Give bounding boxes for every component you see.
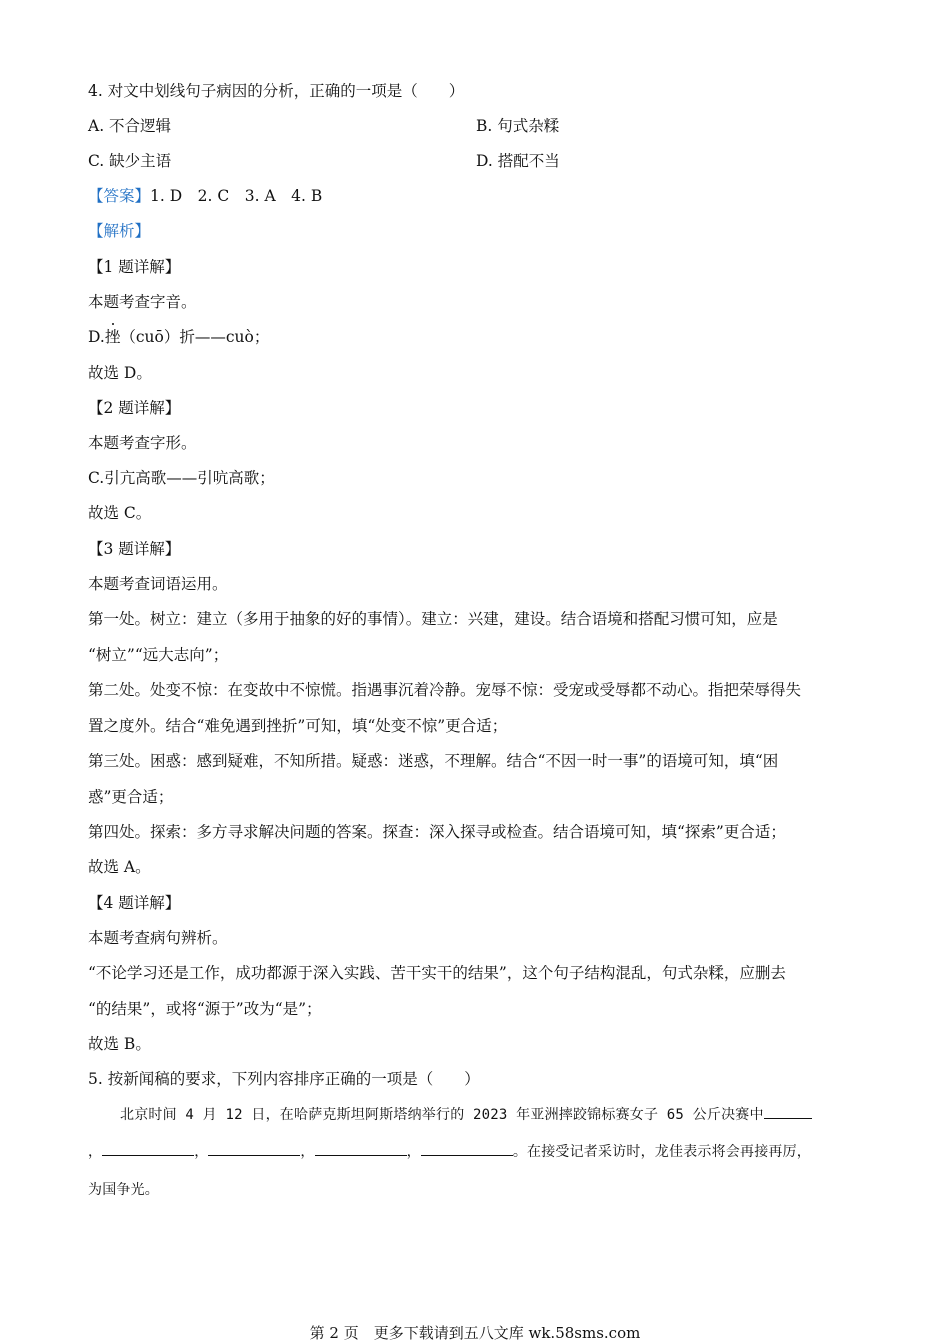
option-c: C. 缺少主语 xyxy=(88,152,172,170)
option-a: A. 不合逻辑 xyxy=(88,117,172,135)
detail-1-line-2 xyxy=(88,326,868,348)
detail-3-line-5: 置之度外。结合“难免遇到挫折”可知，填“处变不惊”更合适； xyxy=(88,717,508,735)
answer-blank[interactable] xyxy=(764,1104,812,1119)
answer-line xyxy=(88,185,868,207)
answer-text: 1. D 2. C 3. A 4. B xyxy=(150,187,323,205)
detail-3-line-6: 第三处。困惑：感到疑难，不知所措。疑惑：迷惑，不理解。结合“不因一时一事”的语境可知，填“困 xyxy=(88,752,779,770)
dotted-character: 挫 xyxy=(104,328,121,346)
detail-3-line-7: 惑”更合适； xyxy=(88,788,174,806)
detail-4-line-2: “不论学习还是工作，成功都源于深入实践、苦干实干的结果”，这个句子结构混乱，句式杂糅，应删去 xyxy=(88,964,786,982)
detail-4-line-1: 本题考查病句辨析。 xyxy=(88,929,228,947)
page-footer: 第 2 页 更多下载请到五八文库 wk.58sms.com xyxy=(309,1324,641,1342)
passage-text-2: 。在接受记者采访时，龙佳表示将会再接再厉， xyxy=(512,1144,812,1160)
detail-2-title: 【2 题详解】 xyxy=(88,399,181,417)
passage-text-1: 北京时间 4 月 12 日，在哈萨克斯坦阿斯塔纳举行的 2023 年亚洲摔跤锦标赛女子 65 公斤决赛中 xyxy=(120,1107,764,1123)
detail-1-line-1: 本题考查字音。 xyxy=(88,293,197,311)
detail-3-line-2: 第一处。树立：建立（多用于抽象的好的事情）。建立：兴建，建设。结合语境和搭配习惯可知，应是 xyxy=(88,610,778,628)
detail-2-line-3: 故选 C。 xyxy=(88,504,152,522)
answer-blank[interactable] xyxy=(208,1141,300,1156)
answer-blank[interactable] xyxy=(315,1141,407,1156)
option-b: B. 句式杂糅 xyxy=(476,117,560,135)
passage-line-2 xyxy=(88,1141,864,1163)
option-d: D. 搭配不当 xyxy=(476,152,560,170)
question-4-stem: 4. 对文中划线句子病因的分析，正确的一项是（ ） xyxy=(88,82,465,100)
detail-3-line-8: 第四处。探索：多方寻求解决问题的答案。探查：深入探寻或检查。结合语境可知，填“探索”更合适； xyxy=(88,823,786,841)
passage-comma: ， xyxy=(194,1144,209,1160)
detail-1-prefix: D. xyxy=(88,328,105,346)
detail-1-line-3: 故选 D。 xyxy=(88,364,152,382)
answer-label: 【答案】 xyxy=(88,187,151,205)
detail-2-line-1: 本题考查字形。 xyxy=(88,434,197,452)
detail-3-line-3: “树立”“远大志向”； xyxy=(88,646,229,664)
detail-1-rest: （cuō）折——cuò； xyxy=(120,328,270,346)
detail-3-line-1: 本题考查词语运用。 xyxy=(88,575,228,593)
detail-2-line-2: C.引亢高歌——引吭高歌； xyxy=(88,469,275,487)
passage-line-1 xyxy=(88,1104,864,1126)
passage-comma: ， xyxy=(406,1144,421,1160)
detail-3-title: 【3 题详解】 xyxy=(88,540,181,558)
detail-4-line-3: “的结果”，或将“源于”改为“是”； xyxy=(88,1000,322,1018)
detail-3-line-9: 故选 A。 xyxy=(88,858,151,876)
question-5-stem: 5. 按新闻稿的要求，下列内容排序正确的一项是（ ） xyxy=(88,1070,480,1088)
detail-4-line-4: 故选 B。 xyxy=(88,1035,151,1053)
detail-4-title: 【4 题详解】 xyxy=(88,894,181,912)
answer-blank[interactable] xyxy=(102,1141,194,1156)
passage-comma: ， xyxy=(88,1144,103,1160)
answer-blank[interactable] xyxy=(421,1141,513,1156)
passage-line-3: 为国争光。 xyxy=(88,1182,159,1198)
passage-comma: ， xyxy=(300,1144,315,1160)
detail-1-title: 【1 题详解】 xyxy=(88,258,181,276)
analysis-label: 【解析】 xyxy=(88,222,151,240)
detail-3-line-4: 第二处。处变不惊：在变故中不惊慌。指遇事沉着冷静。宠辱不惊：受宠或受辱都不动心。指把荣辱得失 xyxy=(88,681,802,699)
